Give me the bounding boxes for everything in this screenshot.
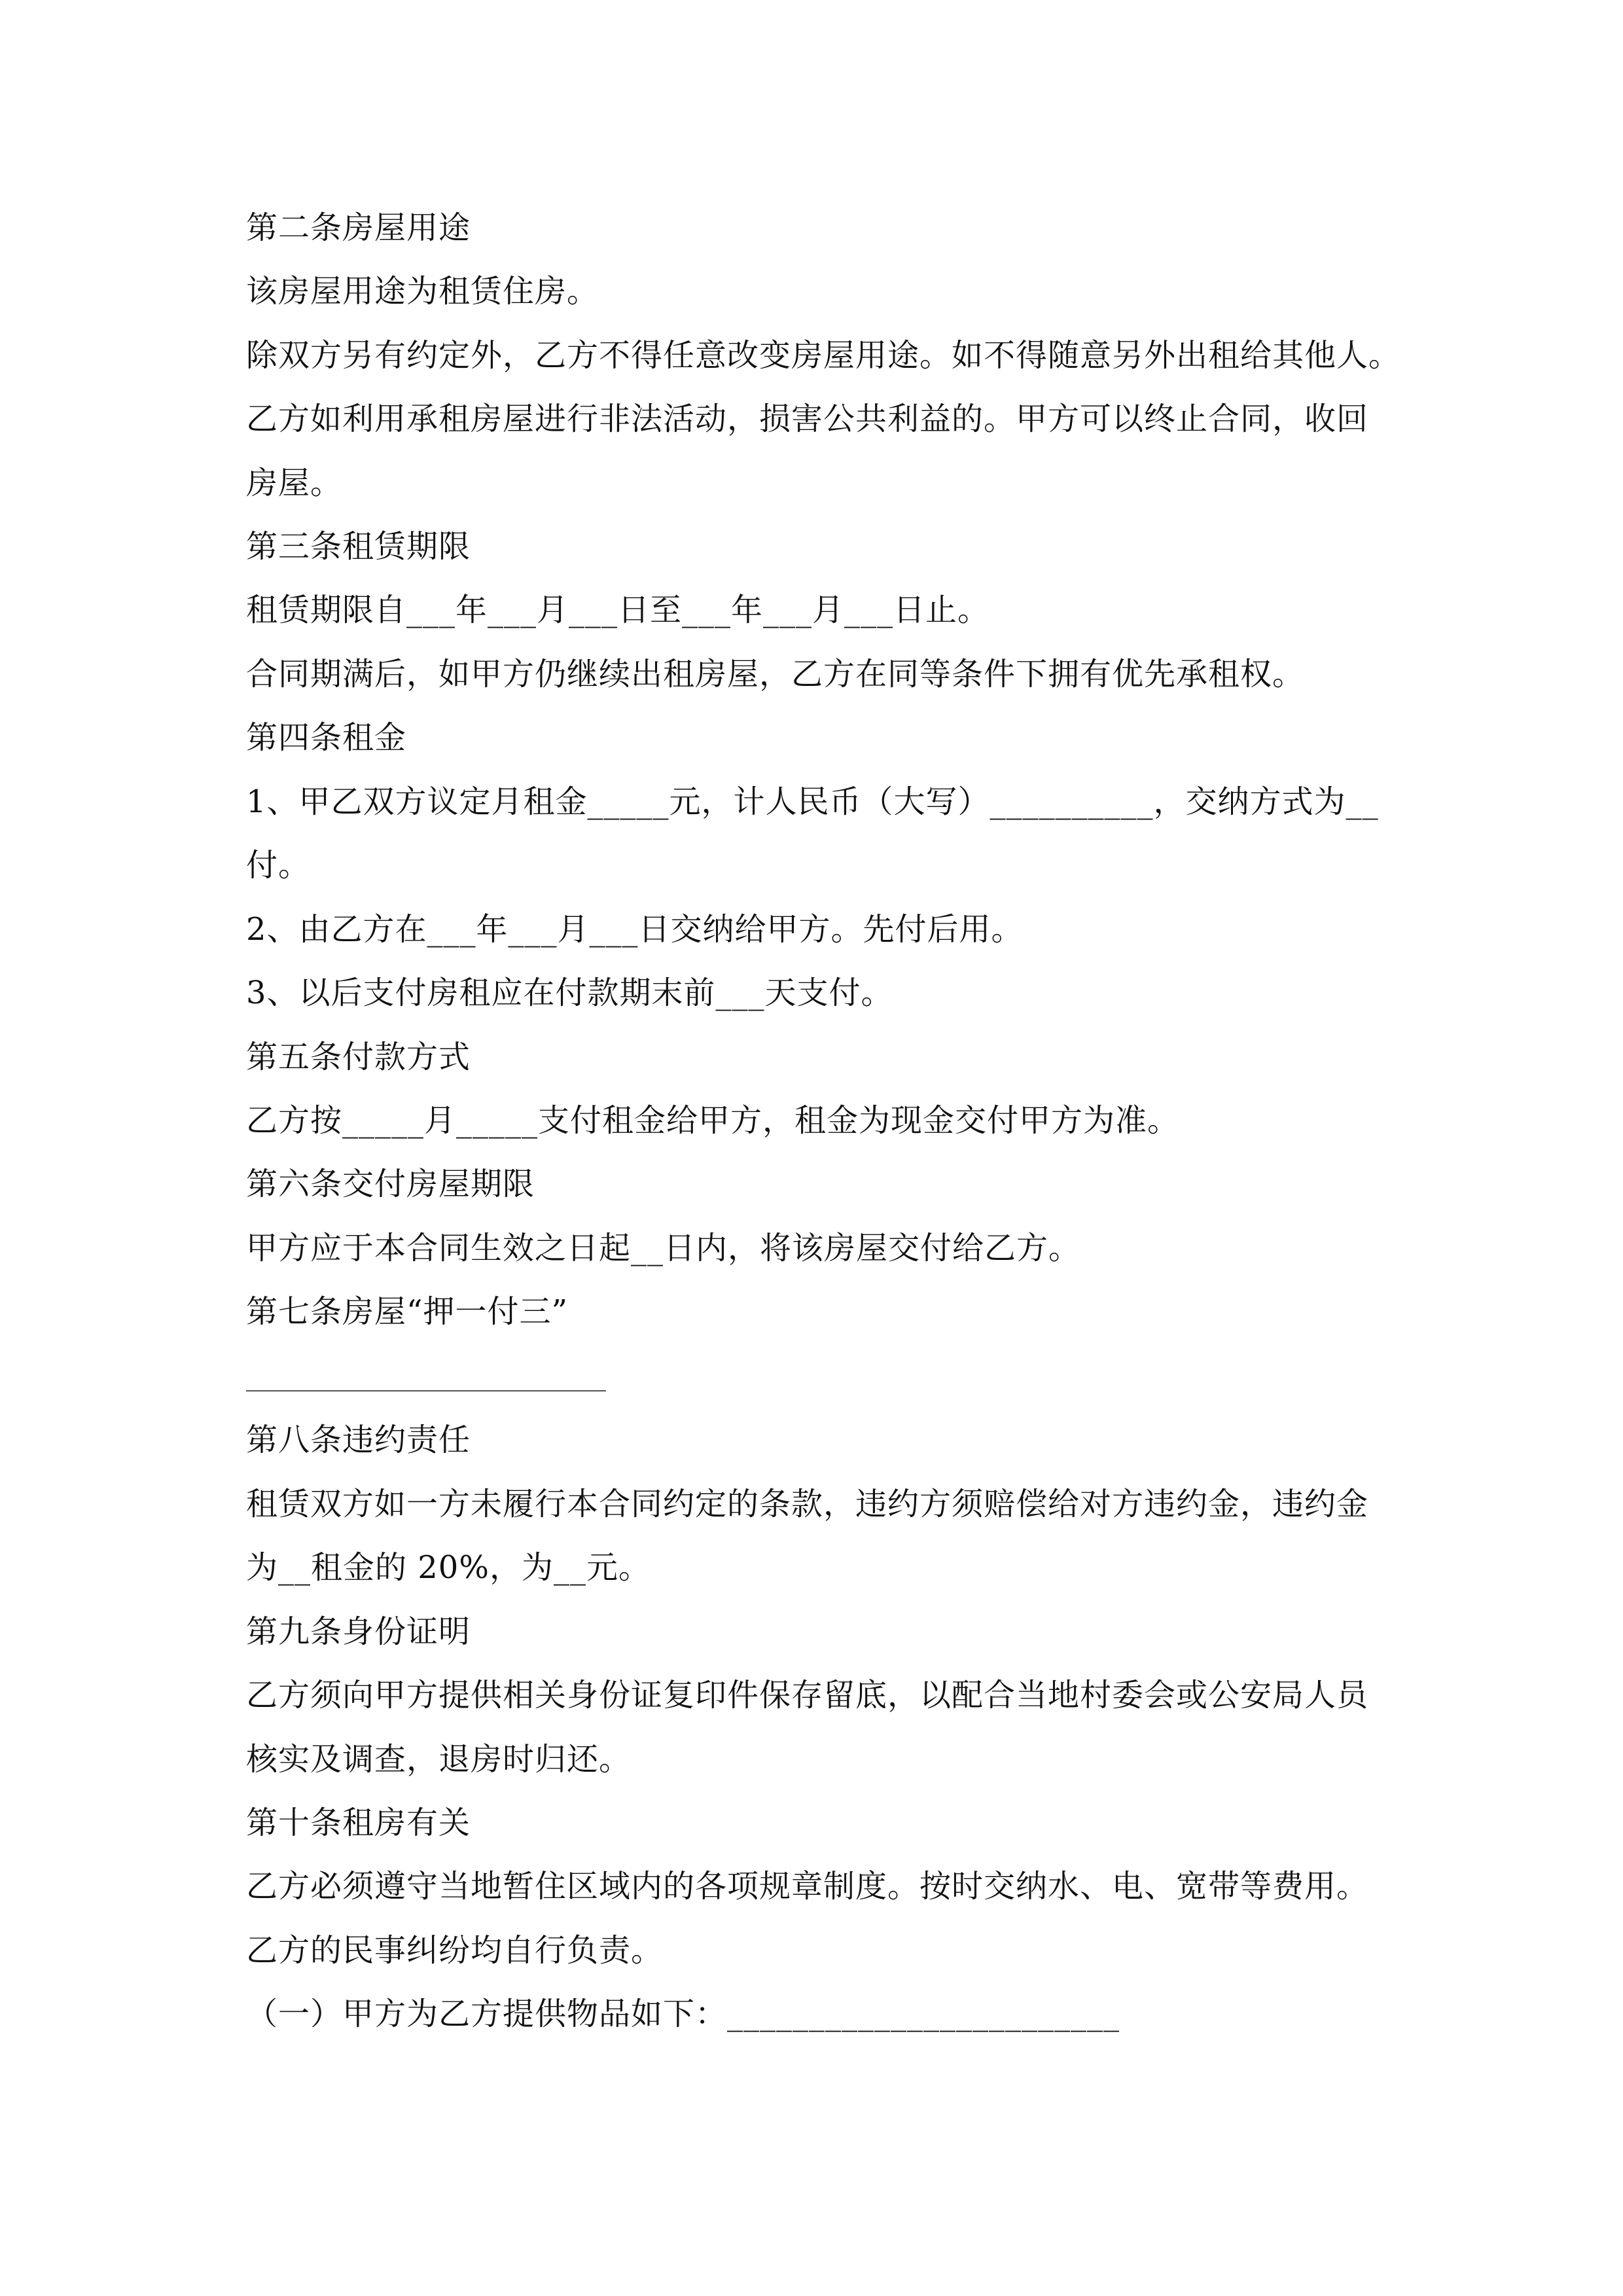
paragraph-line: 付。: [246, 847, 311, 884]
article-2-heading: 第二条房屋用途: [246, 209, 471, 246]
article-3-heading: 第三条租赁期限: [246, 528, 471, 565]
paragraph-line: 租赁期限自___年___月___日至___年___月___日止。: [246, 592, 990, 628]
paragraph-line: 乙方须向甲方提供相关身份证复印件保存留底，以配合当地村委会或公安局人员: [246, 1677, 1369, 1713]
paragraph-line: 房屋。: [246, 465, 343, 501]
paragraph-line: 乙方的民事纠纷均自行负责。: [246, 1932, 664, 1969]
paragraph-line: 核实及调查，退房时归还。: [246, 1741, 632, 1778]
article-10-heading: 第十条租房有关: [246, 1804, 471, 1841]
paragraph-line: 该房屋用途为租赁住房。: [246, 273, 599, 310]
items-provided-line: [246, 1994, 1120, 2034]
paragraph-line: 为__租金的 20%，为__元。: [246, 1549, 651, 1586]
paragraph-line: 租赁双方如一方未履行本合同约定的条款，违约方须赔偿给对方违约金，违约金: [246, 1486, 1369, 1522]
paragraph-line: 甲方应于本合同生效之日起__日内，将该房屋交付给乙方。: [246, 1230, 1081, 1266]
article-8-heading: 第八条违约责任: [246, 1422, 471, 1458]
paragraph-line: 乙方必须遵守当地暂住区域内的各项规章制度。按时交纳水、电、宽带等费用。: [246, 1868, 1369, 1905]
paragraph-line: 1、甲乙双方议定月租金_____元，计人民币（大写）__________，交纳方式为__: [246, 783, 1379, 820]
paragraph-line: 乙方按_____月_____支付租金给甲方，租金为现金交付甲方为准。: [246, 1102, 1180, 1139]
article-6-heading: 第六条交付房屋期限: [246, 1166, 535, 1202]
paragraph-line: 乙方如利用承租房屋进行非法活动，损害公共利益的。甲方可以终止合同，收回: [246, 401, 1369, 437]
separator-rule: [246, 1390, 606, 1391]
article-9-heading: 第九条身份证明: [246, 1613, 471, 1650]
items-provided-blank: ________________________: [727, 1996, 1120, 2032]
article-4-heading: 第四条租金: [246, 719, 407, 756]
article-5-heading: 第五条付款方式: [246, 1039, 471, 1075]
items-provided-label: （一）甲方为乙方提供物品如下：: [246, 1996, 728, 2032]
article-7-heading: 第七条房屋“押一付三”: [246, 1293, 569, 1330]
paragraph-line: 2、由乙方在___年___月___日交纳给甲方。先付后用。: [246, 911, 1024, 948]
paragraph-line: 除双方另有约定外，乙方不得任意改变房屋用途。如不得随意另外出租给其他人。: [246, 337, 1401, 374]
paragraph-line: 合同期满后，如甲方仍继续出租房屋，乙方在同等条件下拥有优先承租权。: [246, 656, 1305, 692]
paragraph-line: 3、以后支付房租应在付款期末前___天支付。: [246, 975, 893, 1011]
